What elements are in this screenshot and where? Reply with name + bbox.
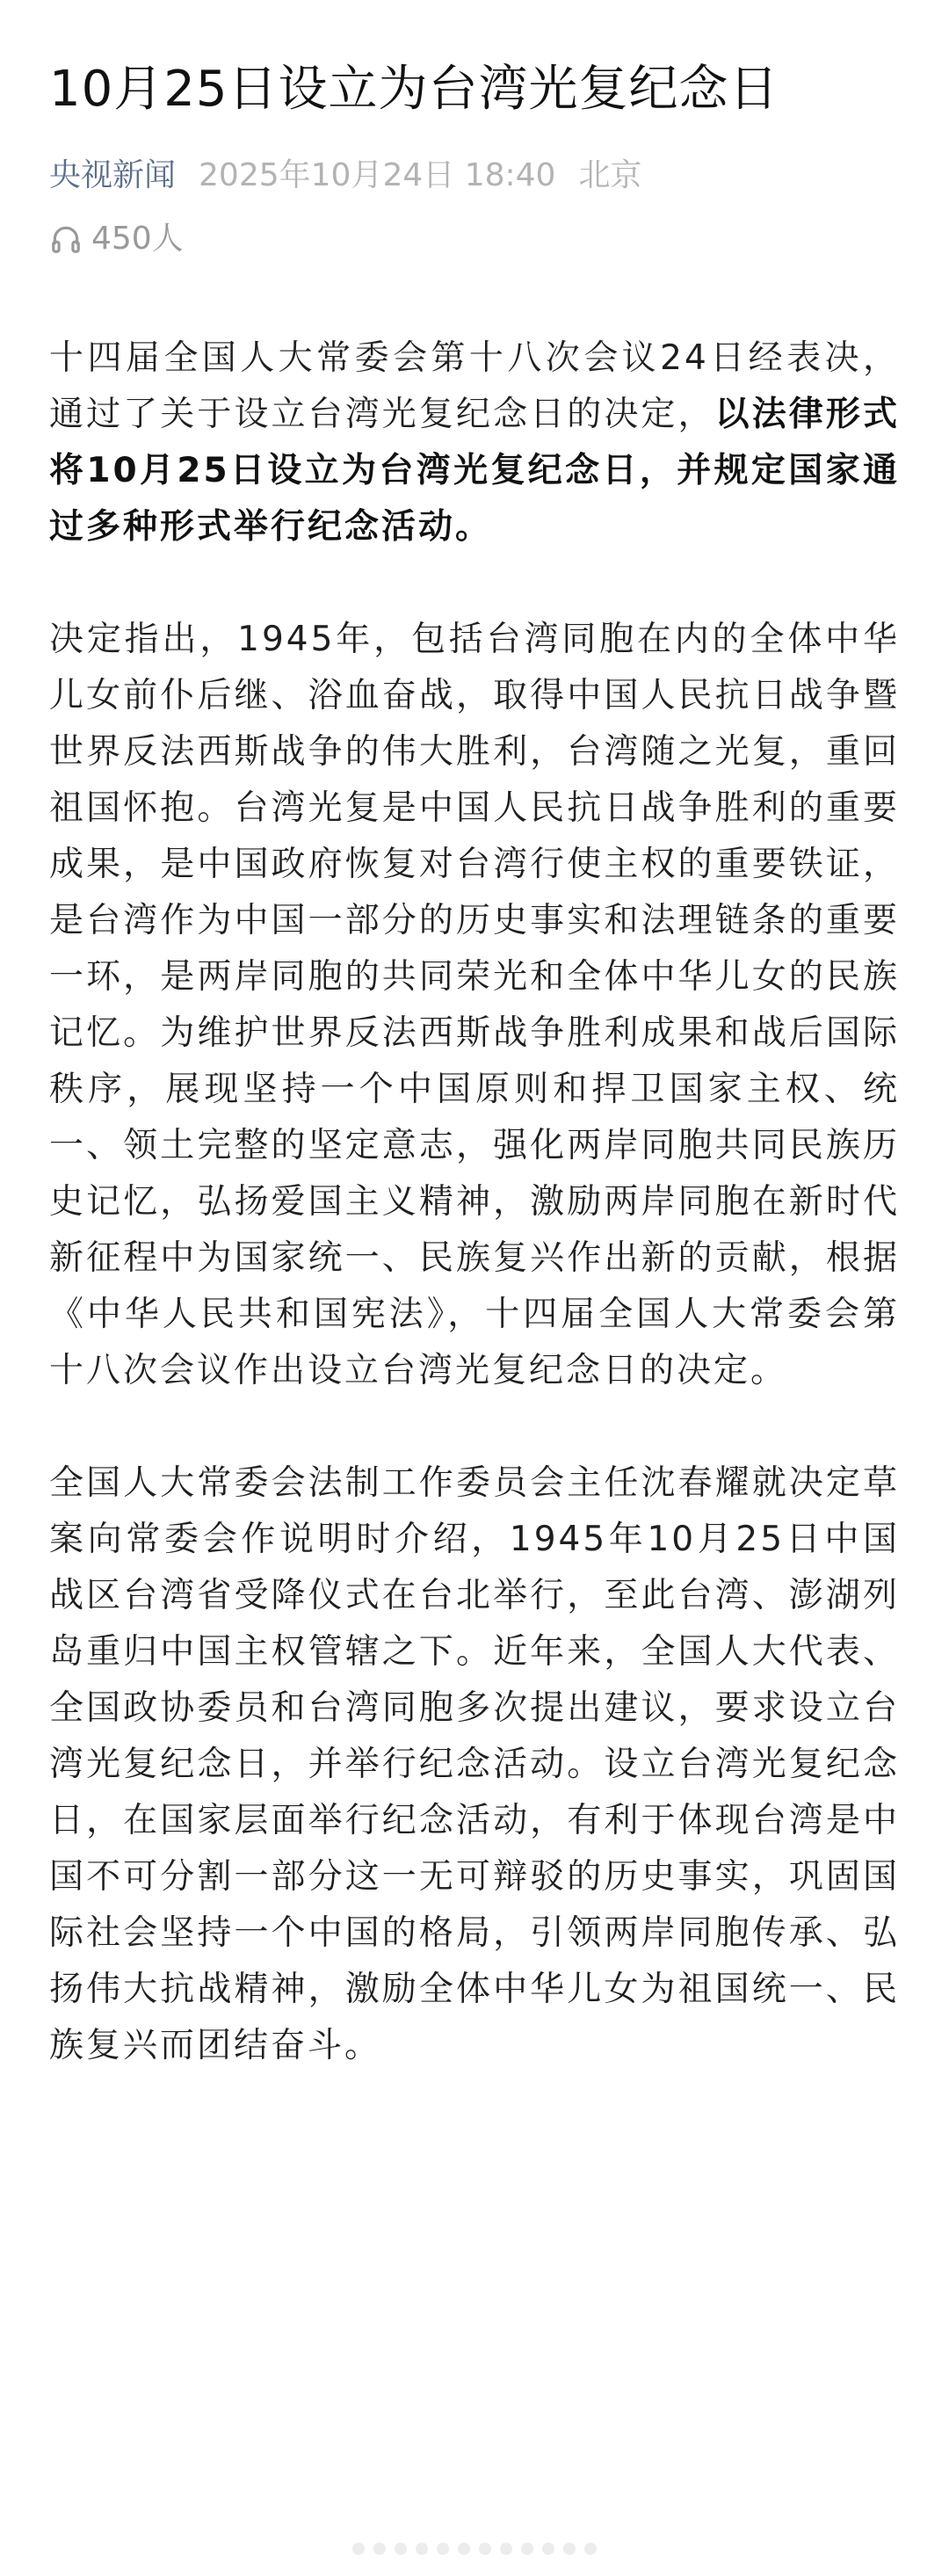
paragraph-1-text: 十四届全国人大常委会第十八次会议24日经表决，通过了关于设立台湾光复纪念日的决定， — [49, 338, 900, 434]
paragraph-3: 全国人大常委会法制工作委员会主任沈春耀就决定草案向常委会作说明时介绍，1945年10月25日中国战区台湾省受降仪式在台北举行，至此台湾、澎湖列岛重归中国主权管辖之下。近年来，全国人大代表、全国政协委员和台湾同胞多次提出建议，要求设立台湾光复纪念日，并举行纪念活动。设立台湾光复纪念日，在国家层面举行纪念活动，有利于体现台湾是中国不可分割一部分这一无可辩驳的历史事实，巩固国际社会坚持一个中国的格局，引领两岸同胞传承、弘扬伟大抗战精神，激励全体中华儿女为祖国统一、民族复兴而团结奋斗。 — [49, 1463, 900, 2065]
article-meta — [49, 151, 900, 200]
paragraph-1 — [49, 330, 900, 555]
source-name[interactable]: 央视新闻 — [49, 157, 177, 193]
listen-count-label: 450人 — [91, 221, 184, 257]
headphones-icon — [49, 222, 83, 256]
listen-count[interactable] — [49, 214, 900, 264]
watermark-dots — [351, 2531, 598, 2566]
publish-datetime: 2025年10月24日 18:40 — [199, 157, 556, 193]
article-title: 10月25日设立为台湾光复纪念日 — [49, 61, 779, 118]
paragraph-1-bold: 以法律形式将10月25日设立为台湾光复纪念日，并规定国家通过多种形式举行纪念活动。 — [49, 395, 900, 547]
paragraph-2: 决定指出，1945年，包括台湾同胞在内的全体中华儿女前仆后继、浴血奋战，取得中国人民抗日战争暨世界反法西斯战争的伟大胜利，台湾随之光复，重回祖国怀抱。台湾光复是中国人民抗日战争胜利的重要成果，是中国政府恢复对台湾行使主权的重要铁证，是台湾作为中国一部分的历史事实和法理链条的重要一环，是两岸同胞的共同荣光和全体中华儿女的民族记忆。为维护世界反法西斯战争胜利成果和战后国际秩序，展现坚持一个中国原则和捍卫国家主权、统一、领土完整的坚定意志，强化两岸同胞共同民族历史记忆，弘扬爱国主义精神，激励两岸同胞在新时代新征程中为国家统一、民族复兴作出新的贡献，根据《中华人民共和国宪法》，十四届全国人大常委会第十八次会议作出设立台湾光复纪念日的决定。 — [49, 620, 900, 1390]
publish-location: 北京 — [578, 157, 642, 193]
article-body — [49, 330, 900, 2074]
